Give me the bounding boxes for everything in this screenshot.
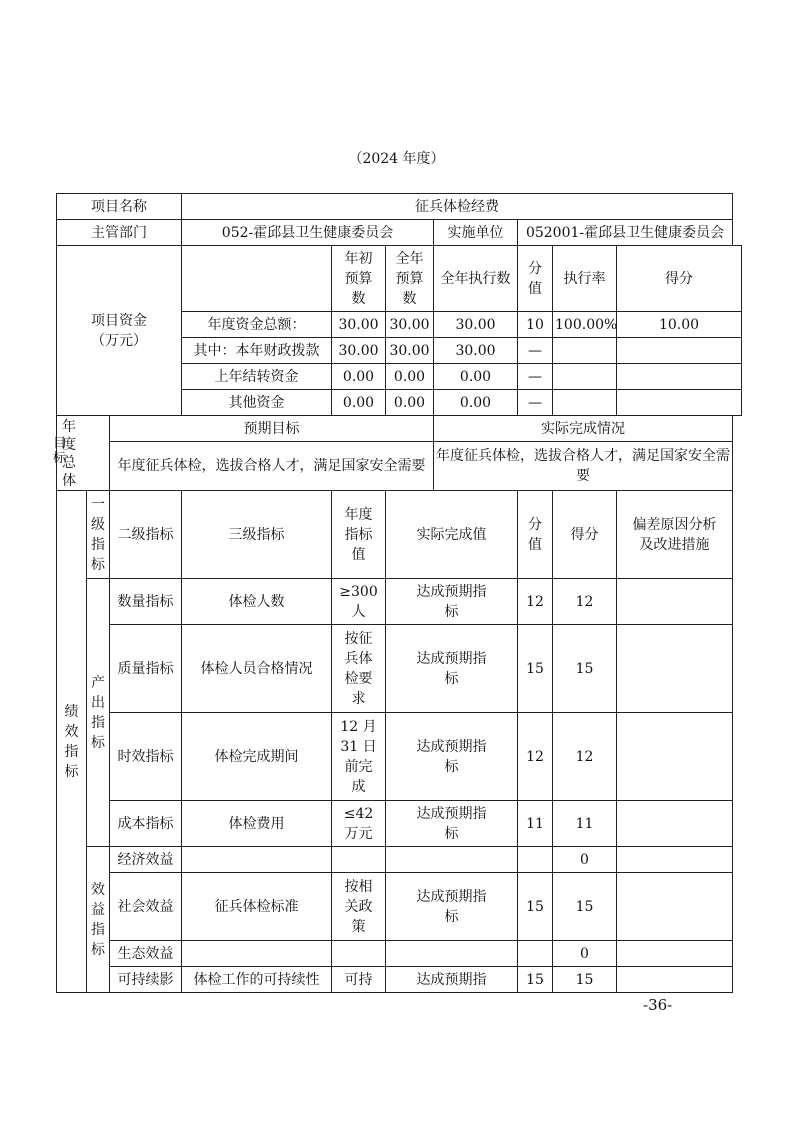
- col-got: 得分: [617, 246, 742, 312]
- table-row: [57, 847, 742, 873]
- level3-cell: 体检工作的可持续性: [182, 967, 332, 993]
- actual-cell: 达成预期指 标: [386, 579, 518, 625]
- funds-score: —: [518, 338, 553, 364]
- funds-score: —: [518, 390, 553, 416]
- col-exec: 全年执行数: [434, 246, 518, 312]
- analysis-cell: [617, 847, 733, 873]
- funds-full: 30.00: [386, 312, 434, 338]
- actual-header: 实际完成值: [386, 491, 518, 579]
- got-cell: 11: [553, 801, 617, 847]
- funds-exec: 30.00: [434, 338, 518, 364]
- level2-cell: 可持续影: [110, 967, 182, 993]
- funds-initial: 30.00: [332, 338, 386, 364]
- target-cell: 按相 关政 策: [332, 873, 386, 941]
- got-cell: 12: [553, 713, 617, 801]
- project-name-label: 项目名称: [57, 194, 182, 220]
- funds-exec: 0.00: [434, 364, 518, 390]
- actual-cell: 达成预期指 标: [386, 801, 518, 847]
- level3-cell: 征兵体检标准: [182, 873, 332, 941]
- funds-initial: 30.00: [332, 312, 386, 338]
- target-cell: [332, 847, 386, 873]
- analysis-header: 偏差原因分析 及改进措施: [617, 491, 733, 579]
- score-cell: 15: [518, 967, 553, 993]
- project-name-row: [57, 194, 742, 220]
- level2-cell: 成本指标: [110, 801, 182, 847]
- output-indicator-label: 产 出 指 标: [87, 579, 110, 847]
- got-cell: 0: [553, 941, 617, 967]
- actual-cell: 达成预期指 标: [386, 713, 518, 801]
- level2-cell: 数量指标: [110, 579, 182, 625]
- col-rate: 执行率: [553, 246, 617, 312]
- actual-completion-label: 实际完成情况: [434, 416, 733, 442]
- perf-header-row: [57, 491, 742, 579]
- dept-label: 主管部门: [57, 220, 182, 246]
- level3-cell: 体检人员合格情况: [182, 625, 332, 713]
- got-header: 得分: [553, 491, 617, 579]
- score-cell: [518, 941, 553, 967]
- col-initial-budget: 年初 预算 数: [332, 246, 386, 312]
- dept-row: [57, 220, 742, 246]
- target-cell: 可持: [332, 967, 386, 993]
- funds-row-label: 其他资金: [182, 390, 332, 416]
- funds-row-label: 其中：本年财政拨款: [182, 338, 332, 364]
- target-cell: ≥300 人: [332, 579, 386, 625]
- target-cell: ≤42 万元: [332, 801, 386, 847]
- level2-cell: 生态效益: [110, 941, 182, 967]
- expected-goal-label: 预期目标: [110, 416, 434, 442]
- actual-cell: 达成预期指: [386, 967, 518, 993]
- actual-cell: [386, 941, 518, 967]
- target-header: 年度 指标 值: [332, 491, 386, 579]
- funds-full: 0.00: [386, 364, 434, 390]
- level3-header: 三级指标: [182, 491, 332, 579]
- got-cell: 15: [553, 873, 617, 941]
- score-cell: 11: [518, 801, 553, 847]
- got-cell: 15: [553, 967, 617, 993]
- actual-cell: 达成预期指 标: [386, 873, 518, 941]
- level3-cell: [182, 941, 332, 967]
- got-cell: 0: [553, 847, 617, 873]
- funds-exec: 30.00: [434, 312, 518, 338]
- funds-header-blank: [182, 246, 332, 312]
- funds-rate: [553, 390, 617, 416]
- score-cell: 15: [518, 873, 553, 941]
- score-cell: 12: [518, 579, 553, 625]
- level3-cell: 体检人数: [182, 579, 332, 625]
- table-row: [57, 873, 742, 941]
- score-cell: 15: [518, 625, 553, 713]
- goals-side-label: 年 度 总 体 目 标: [57, 416, 110, 491]
- analysis-cell: [617, 967, 733, 993]
- unit-value: 052001-霍邱县卫生健康委员会: [518, 220, 733, 246]
- analysis-cell: [617, 873, 733, 941]
- target-cell: 按征 兵体 检要 求: [332, 625, 386, 713]
- analysis-cell: [617, 941, 733, 967]
- funds-got: [617, 390, 742, 416]
- level2-cell: 时效指标: [110, 713, 182, 801]
- level2-cell: 社会效益: [110, 873, 182, 941]
- report-year: （2024 年度）: [348, 151, 445, 167]
- analysis-cell: [617, 801, 733, 847]
- col-full-budget: 全年 预算 数: [386, 246, 434, 312]
- actual-completion-text: 年度征兵体检，选拔合格人才，满足国家安全需要: [434, 442, 733, 491]
- actual-cell: 达成预期指 标: [386, 625, 518, 713]
- dept-value: 052-霍邱县卫生健康委员会: [182, 220, 434, 246]
- score-header: 分 值: [518, 491, 553, 579]
- col-score: 分 值: [518, 246, 553, 312]
- performance-table: [53, 193, 742, 993]
- funds-rate: [553, 338, 617, 364]
- funds-rate: [553, 364, 617, 390]
- analysis-cell: [617, 625, 733, 713]
- funds-initial: 0.00: [332, 390, 386, 416]
- goals-text-row: [57, 442, 742, 491]
- level2-cell: 经济效益: [110, 847, 182, 873]
- got-cell: 15: [553, 625, 617, 713]
- funds-label: 项目资金 （万元）: [57, 246, 182, 416]
- project-name-value: 征兵体检经费: [182, 194, 733, 220]
- score-cell: [518, 847, 553, 873]
- target-cell: 12 月 31 日 前完 成: [332, 713, 386, 801]
- funds-full: 0.00: [386, 390, 434, 416]
- analysis-cell: [617, 713, 733, 801]
- table-row: [57, 801, 742, 847]
- level3-cell: 体检费用: [182, 801, 332, 847]
- level2-cell: 质量指标: [110, 625, 182, 713]
- funds-row-label: 上年结转资金: [182, 364, 332, 390]
- funds-rate: 100.00%: [553, 312, 617, 338]
- funds-got: 10.00: [617, 312, 742, 338]
- level3-cell: [182, 847, 332, 873]
- funds-got: [617, 364, 742, 390]
- analysis-cell: [617, 579, 733, 625]
- level2-header: 二级指标: [110, 491, 182, 579]
- table-row: [57, 967, 742, 993]
- goals-header-row: [57, 416, 742, 442]
- table-row: [57, 579, 742, 625]
- level1-header: 一 级 指 标: [87, 491, 110, 579]
- funds-score: —: [518, 364, 553, 390]
- score-cell: 12: [518, 713, 553, 801]
- got-cell: 12: [553, 579, 617, 625]
- level3-cell: 体检完成期间: [182, 713, 332, 801]
- funds-exec: 0.00: [434, 390, 518, 416]
- target-cell: [332, 941, 386, 967]
- funds-initial: 0.00: [332, 364, 386, 390]
- funds-header-row: [57, 246, 742, 312]
- table-row: [57, 941, 742, 967]
- table-row: [57, 713, 742, 801]
- funds-full: 30.00: [386, 338, 434, 364]
- expected-goal-text: 年度征兵体检，选拔合格人才，满足国家安全需要: [110, 442, 434, 491]
- funds-got: [617, 338, 742, 364]
- benefit-indicator-label: 效 益 指 标: [87, 847, 110, 993]
- funds-row-label: 年度资金总额：: [182, 312, 332, 338]
- funds-score: 10: [518, 312, 553, 338]
- perf-side-label: 绩 效 指 标: [57, 491, 87, 993]
- page-number: -36-: [643, 996, 673, 1014]
- unit-label: 实施单位: [434, 220, 518, 246]
- actual-cell: [386, 847, 518, 873]
- table-row: [57, 625, 742, 713]
